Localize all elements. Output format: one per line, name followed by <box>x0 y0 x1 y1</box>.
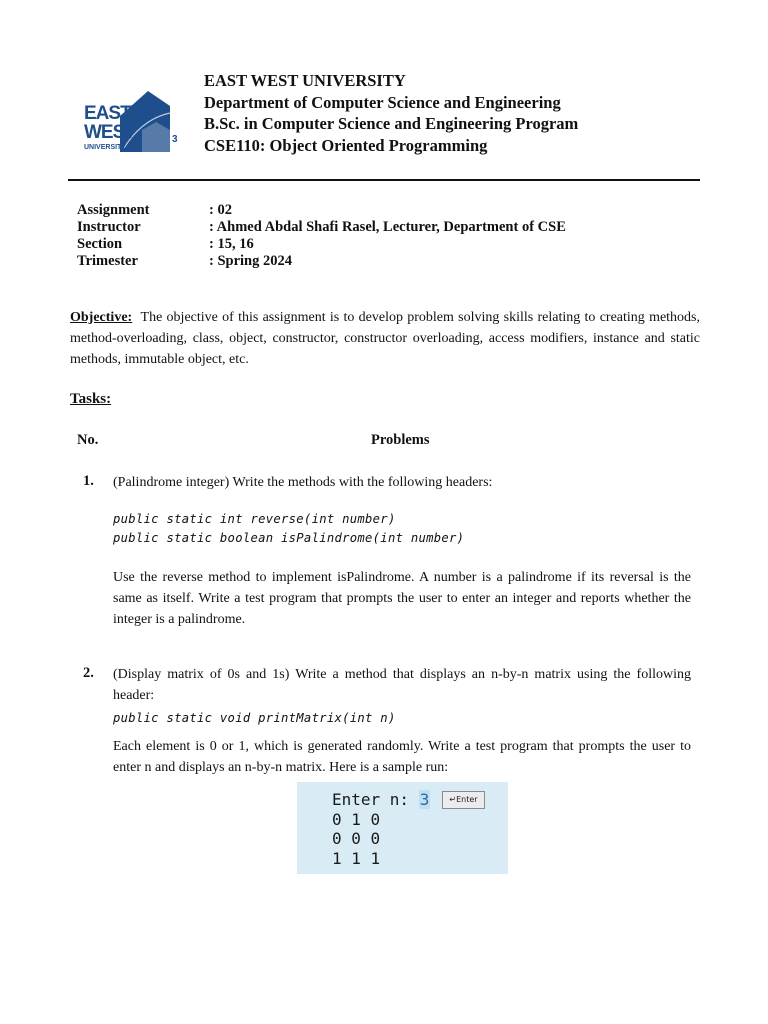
meta-value: : Spring 2024 <box>209 253 292 269</box>
problem-intro: (Palindrome integer) Write the methods with the following headers: <box>113 475 493 490</box>
problem-description: Use the reverse method to implement isPalindrome. A number is a palindrome if its reversal is the same as itself. Write a test program that prompts the user to enter an integer and reports whether the integer is a palindrome. <box>113 570 691 627</box>
department-name: Department of Computer Science and Engineering <box>204 92 561 112</box>
problem-intro: (Display matrix of 0s and 1s) Write a method that displays an n-by-n matrix using the following header: <box>113 667 691 703</box>
objective-paragraph <box>70 307 700 370</box>
sample-run-output <box>332 790 430 868</box>
course-title: CSE110: Object Oriented Programming <box>204 135 488 155</box>
meta-key: Assignment <box>77 202 150 218</box>
university-name: EAST WEST UNIVERSITY <box>204 71 406 90</box>
sample-prompt: Enter n: <box>332 790 419 809</box>
matrix-row: 0 1 0 <box>332 809 381 829</box>
code-line: public static int reverse(int number) <box>113 512 396 526</box>
meta-value: : 15, 16 <box>209 236 254 252</box>
document-header <box>204 70 578 156</box>
sample-input: 3 <box>419 790 430 809</box>
meta-value: : Ahmed Abdal Shafi Rasel, Lecturer, Department of CSE <box>209 219 566 235</box>
meta-key: Section <box>77 236 123 252</box>
meta-row <box>77 202 566 219</box>
sample-run-screenshot <box>297 782 508 874</box>
logo-text-university: UNIVERSITY <box>84 144 127 151</box>
program-name: B.Sc. in Computer Science and Engineering Program <box>204 114 579 133</box>
code-block <box>113 709 396 728</box>
problem-number: 1. <box>83 473 94 489</box>
objective-label: Objective: <box>70 310 133 325</box>
university-logo <box>84 86 192 156</box>
meta-row <box>77 236 566 253</box>
enter-button[interactable]: ↵Enter <box>442 791 485 809</box>
logo-text-east: EAST <box>84 103 131 124</box>
objective-text: The objective of this assignment is to develop problem solving skills relating to creating methods, method-overloading, class, object, constructor, constructor overloading, access modifiers, instance and static methods, immutable object, etc. <box>70 310 701 367</box>
code-line: public static void printMatrix(int n) <box>113 711 396 725</box>
problem-description: Each element is 0 or 1, which is generated randomly. Write a test program that prompts the user to enter n and displays an n-by-n matrix. Here is a sample run: <box>113 739 691 775</box>
meta-key: Instructor <box>77 219 141 235</box>
svg-text:3: 3 <box>172 134 178 145</box>
column-header-no: No. <box>77 432 99 448</box>
header-divider <box>68 179 700 181</box>
matrix-row: 0 0 0 <box>332 829 381 848</box>
assignment-info <box>77 202 566 270</box>
meta-key: Trimester <box>77 253 138 269</box>
code-line: public static boolean isPalindrome(int number) <box>113 531 465 545</box>
tasks-heading: Tasks: <box>70 391 112 407</box>
problem-number: 2. <box>83 665 94 681</box>
matrix-row: 1 1 1 <box>332 848 381 868</box>
logo-text-west: WEST <box>84 122 135 143</box>
meta-value: : 02 <box>209 202 232 218</box>
column-header-problems: Problems <box>371 432 430 448</box>
meta-row <box>77 219 566 236</box>
code-block <box>113 510 464 548</box>
meta-row <box>77 253 566 270</box>
